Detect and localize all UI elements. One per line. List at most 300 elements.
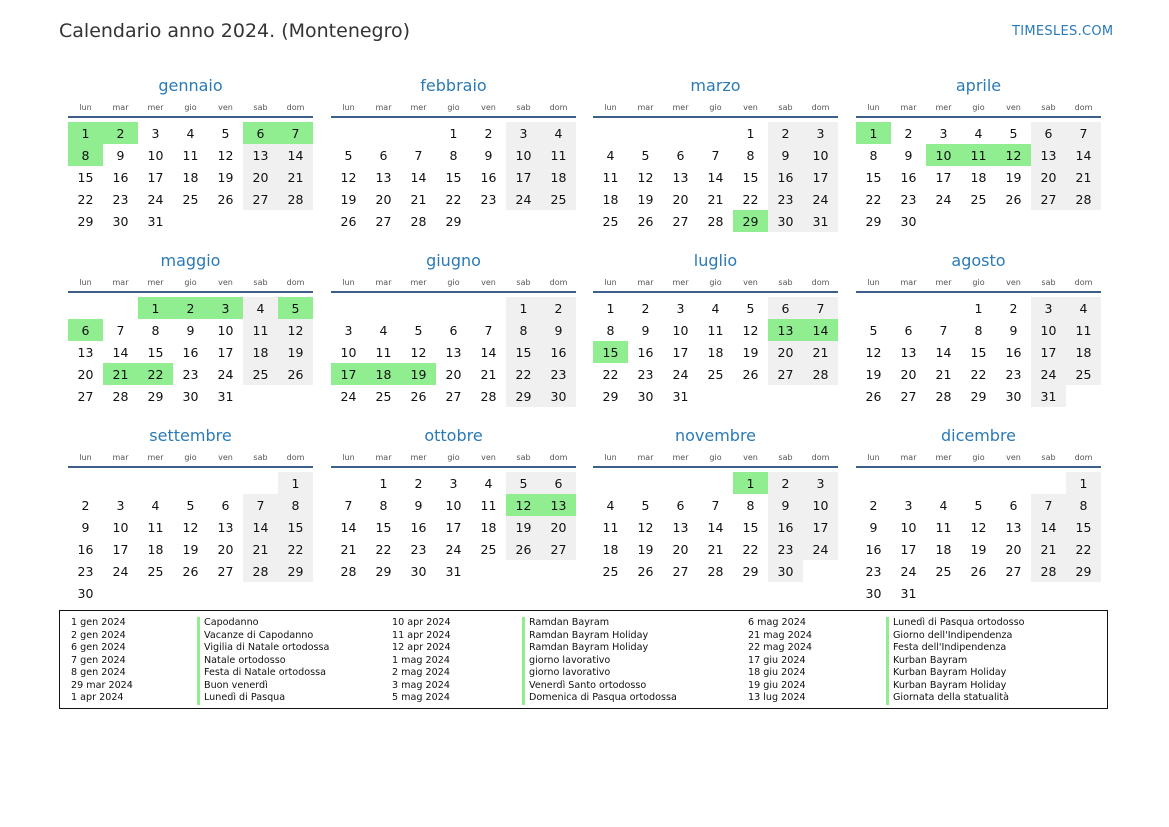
day-cell[interactable]: 12 [217,147,234,163]
day-cell[interactable]: 6 [541,472,576,494]
day-cell[interactable]: 4 [243,297,278,319]
day-cell[interactable]: 23 [77,563,94,579]
day-cell[interactable]: 21 [1031,538,1066,560]
day-cell[interactable]: 21 [278,166,313,188]
day-cell[interactable]: 20 [1031,166,1066,188]
day-cell[interactable]: 25 [480,541,497,557]
day-cell[interactable]: 13 [1031,144,1066,166]
day-cell[interactable]: 12 [182,519,199,535]
day-cell[interactable]: 5 [221,125,230,141]
day-cell[interactable]: 23 [768,538,803,560]
day-cell[interactable]: 26 [742,366,759,382]
day-cell[interactable]: 21 [480,366,497,382]
day-cell[interactable]: 24 [340,388,357,404]
day-cell[interactable]: 25 [243,363,278,385]
day-cell[interactable]: 8 [869,147,878,163]
day-cell[interactable]: 30 [768,210,803,232]
day-cell[interactable]: 6 [449,322,458,338]
day-cell[interactable]: 5 [506,472,541,494]
day-cell[interactable]: 7 [711,497,720,513]
day-cell[interactable]: 15 [375,519,392,535]
day-cell[interactable]: 6 [1009,497,1018,513]
day-cell[interactable]: 15 [742,169,759,185]
day-cell[interactable]: 3 [939,125,948,141]
day-cell[interactable]: 20 [375,191,392,207]
day-cell[interactable]: 2 [1009,300,1018,316]
day-cell[interactable]: 17 [672,344,689,360]
day-cell[interactable]: 4 [151,497,160,513]
day-cell[interactable]: 24 [147,191,164,207]
day-cell[interactable]: 18 [602,541,619,557]
day-cell[interactable]: 29 [375,563,392,579]
day-cell[interactable]: 30 [182,388,199,404]
day-cell[interactable]: 25 [935,563,952,579]
day-cell[interactable]: 28 [1031,560,1066,582]
day-cell[interactable]: 25 [602,213,619,229]
day-cell[interactable]: 19 [865,366,882,382]
day-cell[interactable]: 3 [803,122,838,144]
day-cell[interactable]: 10 [112,519,129,535]
day-cell[interactable]: 26 [637,563,654,579]
day-cell[interactable]: 30 [541,385,576,407]
day-cell[interactable]: 11 [935,519,952,535]
day-cell[interactable]: 23 [900,191,917,207]
holiday-day-cell[interactable]: 1 [856,122,891,144]
holiday-day-cell[interactable]: 21 [103,363,138,385]
day-cell[interactable]: 27 [541,538,576,560]
holiday-day-cell[interactable]: 17 [331,363,366,385]
day-cell[interactable]: 18 [707,344,724,360]
day-cell[interactable]: 5 [344,147,353,163]
day-cell[interactable]: 19 [506,516,541,538]
day-cell[interactable]: 1 [1066,472,1101,494]
day-cell[interactable]: 24 [803,538,838,560]
day-cell[interactable]: 16 [77,541,94,557]
day-cell[interactable]: 19 [182,541,199,557]
day-cell[interactable]: 9 [904,147,913,163]
day-cell[interactable]: 2 [641,300,650,316]
day-cell[interactable]: 8 [151,322,160,338]
day-cell[interactable]: 7 [344,497,353,513]
day-cell[interactable]: 27 [768,363,803,385]
day-cell[interactable]: 22 [865,191,882,207]
day-cell[interactable]: 11 [541,144,576,166]
day-cell[interactable]: 8 [746,147,755,163]
day-cell[interactable]: 22 [742,191,759,207]
day-cell[interactable]: 1 [449,125,458,141]
day-cell[interactable]: 24 [506,188,541,210]
day-cell[interactable]: 23 [112,191,129,207]
day-cell[interactable]: 19 [1005,169,1022,185]
day-cell[interactable]: 26 [637,213,654,229]
day-cell[interactable]: 2 [904,125,913,141]
site-link[interactable]: TIMESLES.COM [1012,24,1114,39]
day-cell[interactable]: 25 [541,188,576,210]
day-cell[interactable]: 20 [900,366,917,382]
day-cell[interactable]: 19 [637,191,654,207]
day-cell[interactable]: 24 [1031,363,1066,385]
day-cell[interactable]: 14 [278,144,313,166]
day-cell[interactable]: 2 [768,122,803,144]
day-cell[interactable]: 28 [480,388,497,404]
day-cell[interactable]: 20 [445,366,462,382]
day-cell[interactable]: 5 [186,497,195,513]
day-cell[interactable]: 15 [445,169,462,185]
day-cell[interactable]: 7 [939,322,948,338]
day-cell[interactable]: 27 [900,388,917,404]
day-cell[interactable]: 19 [217,169,234,185]
holiday-day-cell[interactable]: 6 [68,319,103,341]
day-cell[interactable]: 9 [116,147,125,163]
day-cell[interactable]: 15 [1066,516,1101,538]
day-cell[interactable]: 14 [340,519,357,535]
day-cell[interactable]: 13 [672,519,689,535]
day-cell[interactable]: 14 [935,344,952,360]
day-cell[interactable]: 8 [974,322,983,338]
day-cell[interactable]: 11 [707,322,724,338]
day-cell[interactable]: 14 [707,519,724,535]
day-cell[interactable]: 2 [414,475,423,491]
day-cell[interactable]: 11 [243,319,278,341]
day-cell[interactable]: 29 [147,388,164,404]
day-cell[interactable]: 1 [379,475,388,491]
day-cell[interactable]: 23 [768,188,803,210]
day-cell[interactable]: 7 [1066,122,1101,144]
day-cell[interactable]: 20 [243,166,278,188]
day-cell[interactable]: 25 [375,388,392,404]
day-cell[interactable]: 2 [484,125,493,141]
day-cell[interactable]: 9 [186,322,195,338]
day-cell[interactable]: 10 [445,497,462,513]
day-cell[interactable]: 21 [1066,166,1101,188]
day-cell[interactable]: 25 [182,191,199,207]
day-cell[interactable]: 16 [480,169,497,185]
day-cell[interactable]: 14 [112,344,129,360]
day-cell[interactable]: 7 [1031,494,1066,516]
day-cell[interactable]: 10 [147,147,164,163]
day-cell[interactable]: 16 [900,169,917,185]
day-cell[interactable]: 27 [217,563,234,579]
day-cell[interactable]: 20 [77,366,94,382]
day-cell[interactable]: 4 [379,322,388,338]
day-cell[interactable]: 29 [445,213,462,229]
day-cell[interactable]: 30 [112,213,129,229]
day-cell[interactable]: 30 [77,585,94,601]
day-cell[interactable]: 10 [1031,319,1066,341]
day-cell[interactable]: 2 [81,497,90,513]
day-cell[interactable]: 22 [278,538,313,560]
day-cell[interactable]: 24 [672,366,689,382]
day-cell[interactable]: 5 [414,322,423,338]
day-cell[interactable]: 27 [1031,188,1066,210]
holiday-day-cell[interactable]: 18 [366,363,401,385]
day-cell[interactable]: 23 [865,563,882,579]
day-cell[interactable]: 29 [1066,560,1101,582]
holiday-day-cell[interactable]: 11 [961,144,996,166]
day-cell[interactable]: 8 [606,322,615,338]
day-cell[interactable]: 15 [77,169,94,185]
day-cell[interactable]: 27 [77,388,94,404]
day-cell[interactable]: 28 [707,563,724,579]
day-cell[interactable]: 4 [974,125,983,141]
day-cell[interactable]: 2 [541,297,576,319]
day-cell[interactable]: 21 [707,541,724,557]
day-cell[interactable]: 21 [410,191,427,207]
day-cell[interactable]: 26 [410,388,427,404]
day-cell[interactable]: 31 [217,388,234,404]
day-cell[interactable]: 18 [970,169,987,185]
day-cell[interactable]: 5 [869,322,878,338]
day-cell[interactable]: 10 [217,322,234,338]
day-cell[interactable]: 11 [602,519,619,535]
holiday-day-cell[interactable]: 12 [996,144,1031,166]
day-cell[interactable]: 14 [707,169,724,185]
holiday-day-cell[interactable]: 1 [733,472,768,494]
holiday-day-cell[interactable]: 5 [278,297,313,319]
day-cell[interactable]: 30 [637,388,654,404]
day-cell[interactable]: 24 [445,541,462,557]
day-cell[interactable]: 17 [217,344,234,360]
day-cell[interactable]: 7 [711,147,720,163]
day-cell[interactable]: 28 [410,213,427,229]
holiday-day-cell[interactable]: 12 [506,494,541,516]
day-cell[interactable]: 26 [278,363,313,385]
day-cell[interactable]: 16 [1005,344,1022,360]
day-cell[interactable]: 9 [768,144,803,166]
day-cell[interactable]: 17 [112,541,129,557]
day-cell[interactable]: 27 [672,213,689,229]
day-cell[interactable]: 11 [1066,319,1101,341]
day-cell[interactable]: 22 [602,366,619,382]
day-cell[interactable]: 23 [182,366,199,382]
day-cell[interactable]: 25 [602,563,619,579]
day-cell[interactable]: 13 [77,344,94,360]
day-cell[interactable]: 31 [803,210,838,232]
day-cell[interactable]: 31 [147,213,164,229]
day-cell[interactable]: 13 [445,344,462,360]
day-cell[interactable]: 9 [869,519,878,535]
day-cell[interactable]: 3 [1031,297,1066,319]
day-cell[interactable]: 22 [742,541,759,557]
day-cell[interactable]: 14 [410,169,427,185]
day-cell[interactable]: 27 [672,563,689,579]
day-cell[interactable]: 4 [1066,297,1101,319]
day-cell[interactable]: 26 [1005,191,1022,207]
day-cell[interactable]: 20 [541,516,576,538]
day-cell[interactable]: 21 [803,341,838,363]
day-cell[interactable]: 8 [449,147,458,163]
day-cell[interactable]: 19 [340,191,357,207]
day-cell[interactable]: 20 [672,541,689,557]
day-cell[interactable]: 21 [935,366,952,382]
day-cell[interactable]: 28 [243,560,278,582]
day-cell[interactable]: 25 [970,191,987,207]
day-cell[interactable]: 11 [375,344,392,360]
day-cell[interactable]: 10 [672,322,689,338]
day-cell[interactable]: 17 [1031,341,1066,363]
day-cell[interactable]: 5 [1009,125,1018,141]
holiday-day-cell[interactable]: 19 [401,363,436,385]
holiday-day-cell[interactable]: 7 [278,122,313,144]
day-cell[interactable]: 9 [1009,322,1018,338]
day-cell[interactable]: 15 [147,344,164,360]
holiday-day-cell[interactable]: 2 [173,297,208,319]
day-cell[interactable]: 12 [637,519,654,535]
day-cell[interactable]: 4 [711,300,720,316]
day-cell[interactable]: 12 [637,169,654,185]
day-cell[interactable]: 24 [217,366,234,382]
day-cell[interactable]: 27 [243,188,278,210]
day-cell[interactable]: 20 [672,191,689,207]
day-cell[interactable]: 4 [541,122,576,144]
day-cell[interactable]: 22 [1066,538,1101,560]
day-cell[interactable]: 9 [81,519,90,535]
day-cell[interactable]: 16 [768,516,803,538]
day-cell[interactable]: 18 [182,169,199,185]
holiday-day-cell[interactable]: 10 [926,144,961,166]
day-cell[interactable]: 3 [344,322,353,338]
day-cell[interactable]: 6 [221,497,230,513]
day-cell[interactable]: 3 [676,300,685,316]
day-cell[interactable]: 19 [637,541,654,557]
holiday-day-cell[interactable]: 13 [768,319,803,341]
day-cell[interactable]: 16 [768,166,803,188]
day-cell[interactable]: 17 [803,166,838,188]
day-cell[interactable]: 4 [484,475,493,491]
day-cell[interactable]: 9 [641,322,650,338]
day-cell[interactable]: 10 [803,144,838,166]
day-cell[interactable]: 23 [410,541,427,557]
day-cell[interactable]: 9 [768,494,803,516]
day-cell[interactable]: 7 [803,297,838,319]
day-cell[interactable]: 22 [970,366,987,382]
holiday-day-cell[interactable]: 22 [138,363,173,385]
day-cell[interactable]: 7 [243,494,278,516]
day-cell[interactable]: 16 [182,344,199,360]
day-cell[interactable]: 15 [278,516,313,538]
day-cell[interactable]: 28 [707,213,724,229]
day-cell[interactable]: 17 [803,516,838,538]
day-cell[interactable]: 25 [147,563,164,579]
day-cell[interactable]: 19 [970,541,987,557]
day-cell[interactable]: 31 [900,585,917,601]
day-cell[interactable]: 18 [541,166,576,188]
day-cell[interactable]: 16 [112,169,129,185]
day-cell[interactable]: 29 [506,385,541,407]
day-cell[interactable]: 23 [1005,366,1022,382]
day-cell[interactable]: 3 [803,472,838,494]
day-cell[interactable]: 15 [865,169,882,185]
day-cell[interactable]: 27 [1005,563,1022,579]
day-cell[interactable]: 12 [340,169,357,185]
day-cell[interactable]: 30 [768,560,803,582]
day-cell[interactable]: 2 [768,472,803,494]
day-cell[interactable]: 11 [182,147,199,163]
day-cell[interactable]: 26 [970,563,987,579]
day-cell[interactable]: 29 [278,560,313,582]
day-cell[interactable]: 28 [340,563,357,579]
day-cell[interactable]: 26 [217,191,234,207]
day-cell[interactable]: 21 [243,538,278,560]
day-cell[interactable]: 5 [746,300,755,316]
day-cell[interactable]: 30 [865,585,882,601]
day-cell[interactable]: 21 [340,541,357,557]
day-cell[interactable]: 1 [746,125,755,141]
holiday-day-cell[interactable]: 1 [138,297,173,319]
day-cell[interactable]: 23 [541,363,576,385]
day-cell[interactable]: 1 [606,300,615,316]
day-cell[interactable]: 24 [900,563,917,579]
day-cell[interactable]: 6 [768,297,803,319]
day-cell[interactable]: 22 [77,191,94,207]
day-cell[interactable]: 6 [676,147,685,163]
day-cell[interactable]: 17 [935,169,952,185]
day-cell[interactable]: 11 [147,519,164,535]
day-cell[interactable]: 16 [410,519,427,535]
day-cell[interactable]: 28 [1066,188,1101,210]
day-cell[interactable]: 4 [606,497,615,513]
holiday-day-cell[interactable]: 1 [68,122,103,144]
day-cell[interactable]: 1 [506,297,541,319]
day-cell[interactable]: 24 [803,188,838,210]
day-cell[interactable]: 29 [970,388,987,404]
day-cell[interactable]: 20 [1005,541,1022,557]
day-cell[interactable]: 20 [768,341,803,363]
day-cell[interactable]: 9 [541,319,576,341]
day-cell[interactable]: 6 [676,497,685,513]
day-cell[interactable]: 15 [970,344,987,360]
holiday-day-cell[interactable]: 29 [733,210,768,232]
day-cell[interactable]: 11 [480,497,497,513]
day-cell[interactable]: 28 [112,388,129,404]
day-cell[interactable]: 26 [340,213,357,229]
day-cell[interactable]: 29 [865,213,882,229]
day-cell[interactable]: 30 [900,213,917,229]
day-cell[interactable]: 9 [414,497,423,513]
day-cell[interactable]: 7 [414,147,423,163]
day-cell[interactable]: 30 [1005,388,1022,404]
day-cell[interactable]: 12 [742,322,759,338]
day-cell[interactable]: 28 [803,363,838,385]
day-cell[interactable]: 29 [77,213,94,229]
day-cell[interactable]: 10 [900,519,917,535]
day-cell[interactable]: 5 [641,497,650,513]
day-cell[interactable]: 24 [935,191,952,207]
day-cell[interactable]: 14 [1031,516,1066,538]
day-cell[interactable]: 7 [116,322,125,338]
day-cell[interactable]: 29 [602,388,619,404]
day-cell[interactable]: 17 [900,541,917,557]
day-cell[interactable]: 9 [484,147,493,163]
day-cell[interactable]: 20 [217,541,234,557]
holiday-day-cell[interactable]: 13 [541,494,576,516]
day-cell[interactable]: 12 [410,344,427,360]
day-cell[interactable]: 27 [375,213,392,229]
day-cell[interactable]: 6 [379,147,388,163]
day-cell[interactable]: 18 [147,541,164,557]
day-cell[interactable]: 30 [410,563,427,579]
day-cell[interactable]: 4 [606,147,615,163]
day-cell[interactable]: 13 [375,169,392,185]
day-cell[interactable]: 16 [865,541,882,557]
day-cell[interactable]: 22 [375,541,392,557]
day-cell[interactable]: 26 [182,563,199,579]
holiday-day-cell[interactable]: 6 [243,122,278,144]
holiday-day-cell[interactable]: 15 [593,341,628,363]
day-cell[interactable]: 19 [742,344,759,360]
day-cell[interactable]: 18 [1066,341,1101,363]
day-cell[interactable]: 8 [1066,494,1101,516]
